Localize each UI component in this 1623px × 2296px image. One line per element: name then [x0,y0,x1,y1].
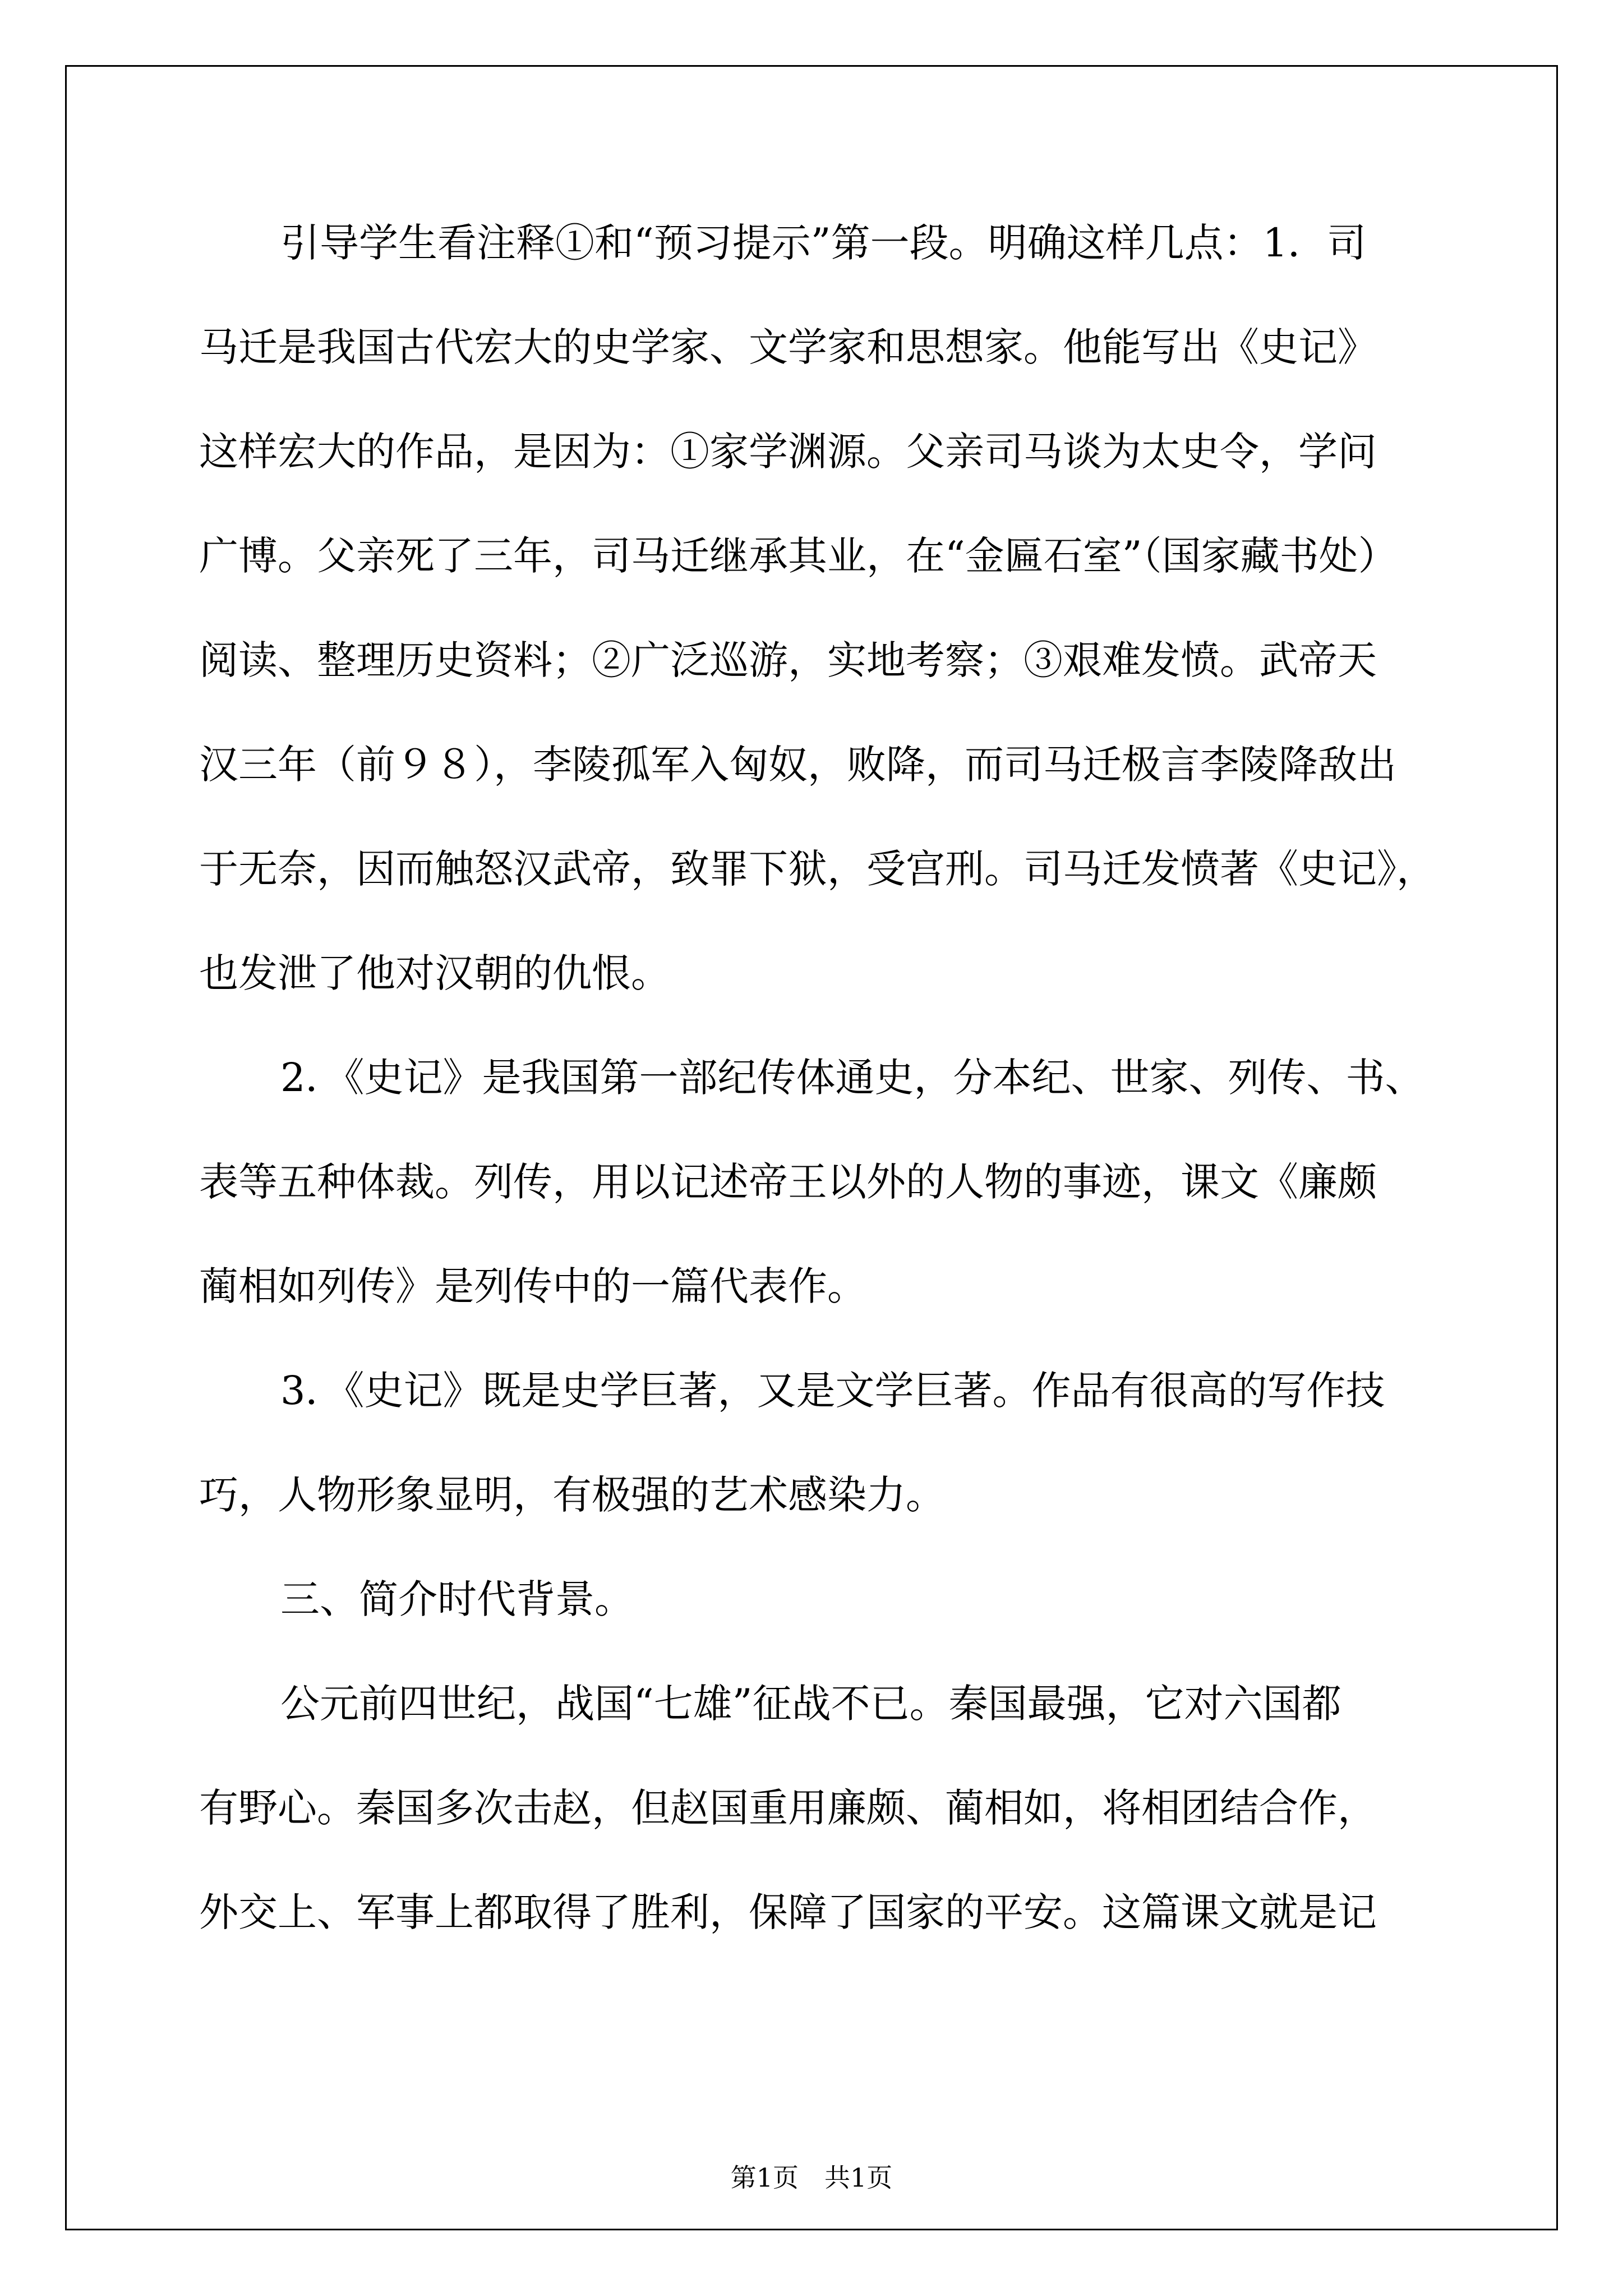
page-number-footer: 第1页 共1页 [730,2162,893,2193]
text-line: 有野心。秦国多次击赵，但赵国重用廉颇、蔺相如，将相团结合作， [199,1785,1377,1831]
text-line: 2．《史记》是我国第一部纪传体通史，分本纪、世家、列传、书、 [280,1055,1424,1101]
text-line: 阅读、整理历史资料；②广泛巡游，实地考察；③艰难发愤。武帝天 [199,637,1377,683]
document-body [199,191,1467,1964]
text-line: 引导学生看注释①和“预习提示”第一段。明确这样几点：1．司 [280,220,1367,266]
text-line: 汉三年（前９８），李陵孤军入匈奴，败降，而司马迁极言李陵降敌出 [199,742,1396,788]
text-line: 于无奈，因而触怒汉武帝，致罪下狱，受宫刑。司马迁发愤著《史记》， [199,846,1436,892]
text-line: 这样宏大的作品，是因为：①家学渊源。父亲司马谈为太史令，学问 [199,429,1377,475]
text-line: 蔺相如列传》是列传中的一篇代表作。 [199,1263,866,1309]
text-line: 巧，人物形象显明，有极强的艺术感染力。 [199,1472,945,1518]
text-line: 马迁是我国古代宏大的史学家、文学家和思想家。他能写出《史记》 [199,324,1377,370]
section-heading: 三、简介时代背景。 [280,1576,634,1622]
text-line: 也发泄了他对汉朝的仇恨。 [199,950,670,996]
text-line: 3．《史记》既是史学巨著，又是文学巨著。作品有很高的写作技 [280,1368,1385,1414]
text-line: 公元前四世纪，战国“七雄”征战不已。秦国最强，它对六国都 [280,1681,1341,1727]
text-line: 广博。父亲死了三年，司马迁继承其业，在“金匾石室”（国家藏书处） [199,533,1398,579]
text-line: 表等五种体裁。列传，用以记述帝王以外的人物的事迹，课文《廉颇 [199,1159,1377,1205]
text-line: 外交上、军事上都取得了胜利，保障了国家的平安。这篇课文就是记 [199,1889,1377,1935]
